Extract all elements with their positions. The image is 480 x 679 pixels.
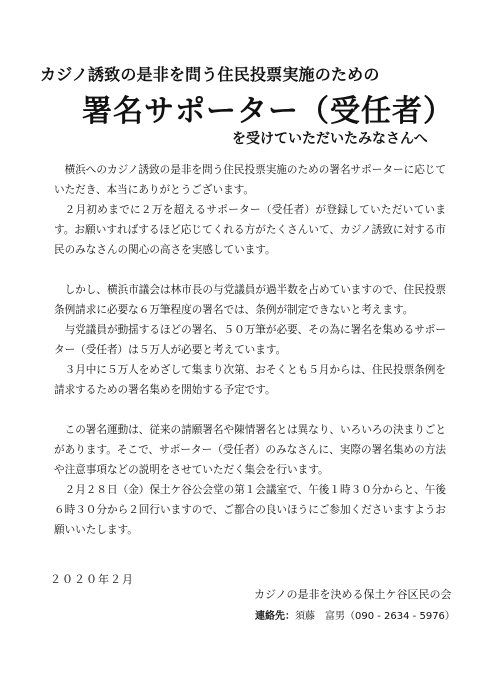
paragraph-rules: この署名運動は、従来の請願署名や陳情署名とは異なり、いろいろの決まりごとがあります。そこで、サポーター（受任者）のみなさんに、実際の署名集めの方法や注意事項などの説明をさせていただく集会を行います。 bbox=[54, 424, 446, 476]
contact-line bbox=[255, 607, 455, 622]
organization-name: カジノの是非を決める保土ケ谷区民の会 bbox=[254, 588, 452, 601]
paragraph-registration: ２月初めまでに２万を超えるサポーター（受任者）が登録していただいています。お願いすればするほど応じてくれる方がたくさんいて、カジノ誘致に対する市民のみなさんの関心の高さを実感しています。 bbox=[54, 204, 446, 256]
page-title: 署名サポーター（受任者） bbox=[82, 94, 454, 129]
paragraph-thanks: 横浜へのカジノ誘致の是非を問う住民投票実施のための署名サポーターに応じていただき、本当にありがとうございます。 bbox=[54, 164, 446, 196]
document-date: ２０２０年２月 bbox=[50, 573, 134, 586]
paragraph-assembly: しかし、横浜市議会は林市長の与党議員が過半数を占めていますので、住民投票条例請求に必要な６万筆程度の署名では、条例が制定できないと考えます。 bbox=[54, 284, 446, 316]
subtitle-bottom: を受けていただいたみなさんへ bbox=[232, 131, 428, 147]
body-text bbox=[54, 160, 446, 540]
contact-person: 須藤 富男（090 - 2634 - 5976） bbox=[295, 611, 455, 622]
contact-label: 連絡先： bbox=[255, 611, 295, 622]
paragraph-meeting: ２月２８日（金）保土ケ谷公会堂の第１会議室で、午後１時３０分からと、午後６時３０分から２回行いますので、ご都合の良いほうにご参加くださいますようお願いいたします。 bbox=[54, 484, 446, 536]
paragraph-signature-goal: 与党議員が動揺するほどの署名、５０万筆が必要、その為に署名を集めるサポーター（受任者）は５万人が必要と考えています。 bbox=[54, 324, 446, 356]
paragraph-spacer bbox=[54, 260, 446, 280]
paragraph-schedule: ３月中に５万人をめざして集まり次第、おそくとも５月からは、住民投票条例を請求するための署名集めを開始する予定です。 bbox=[54, 364, 446, 396]
subtitle-top: カジノ誘致の是非を問う住民投票実施のための bbox=[40, 65, 380, 84]
paragraph-spacer bbox=[54, 400, 446, 420]
